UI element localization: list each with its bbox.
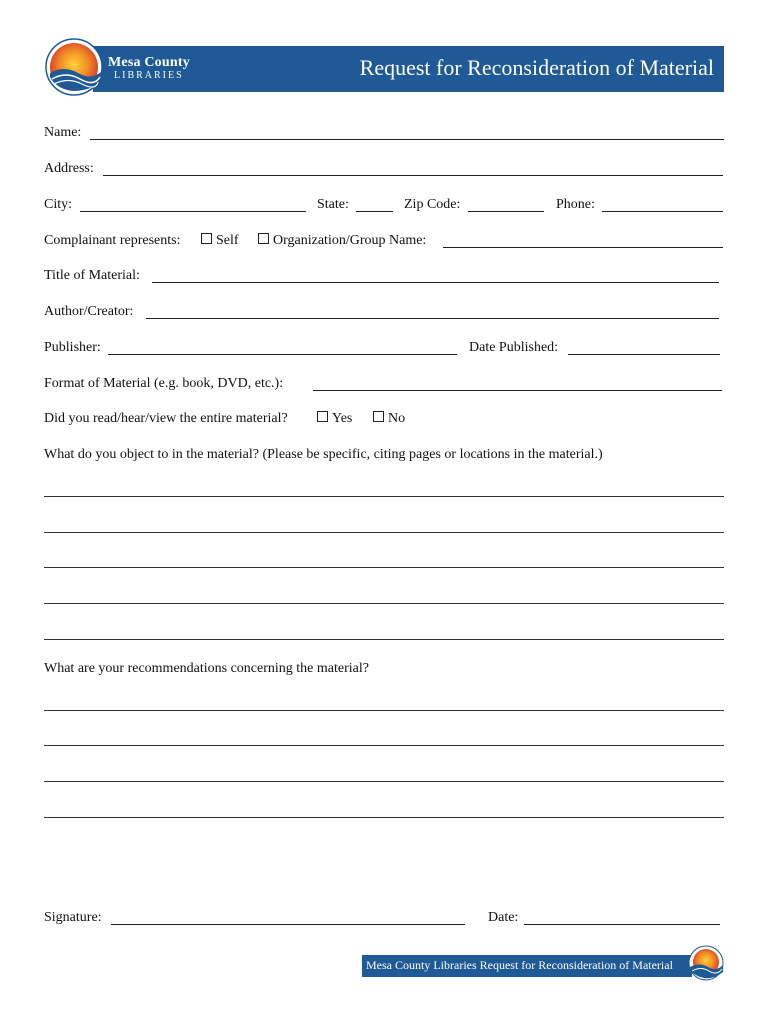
format-label: Format of Material (e.g. book, DVD, etc.): [44, 376, 284, 391]
date-published-label: Date Published: [469, 340, 559, 355]
complainant-label: Complainant represents: [44, 233, 181, 248]
logo-wordmark [108, 55, 190, 81]
title-field[interactable] [152, 282, 719, 283]
checkbox-icon [258, 233, 269, 244]
recommendation-line[interactable] [44, 781, 724, 782]
phone-field[interactable] [602, 211, 723, 212]
checkbox-icon [373, 411, 384, 422]
zip-label: Zip Code: [404, 197, 461, 212]
recommendation-line[interactable] [44, 710, 724, 711]
state-field[interactable] [356, 211, 393, 212]
publisher-field[interactable] [108, 354, 457, 355]
recommendation-line[interactable] [44, 745, 724, 746]
yes-checkbox[interactable] [317, 411, 352, 427]
address-field[interactable] [103, 175, 723, 176]
signature-field[interactable] [111, 924, 465, 925]
recommend-question: What are your recommendations concerning the material? [44, 661, 369, 676]
self-checkbox[interactable] [201, 233, 239, 249]
name-field[interactable] [90, 139, 724, 140]
objection-line[interactable] [44, 532, 724, 533]
author-field[interactable] [146, 318, 719, 319]
logo-name: Mesa County [108, 55, 190, 70]
objection-line[interactable] [44, 639, 724, 640]
objection-line[interactable] [44, 567, 724, 568]
signature-label: Signature: [44, 910, 102, 925]
footer-logo-icon [688, 945, 724, 981]
date-label: Date: [488, 910, 519, 925]
footer-text: Mesa County Libraries Request for Reconsideration of Material [366, 958, 673, 972]
footer-banner [362, 955, 692, 977]
read-question: Did you read/hear/view the entire material? [44, 411, 288, 426]
library-logo-icon [44, 37, 104, 97]
self-option-label: Self [216, 233, 239, 248]
name-label: Name: [44, 125, 82, 140]
checkbox-icon [201, 233, 212, 244]
author-label: Author/Creator: [44, 304, 134, 319]
format-field[interactable] [313, 390, 722, 391]
phone-label: Phone: [556, 197, 595, 212]
date-published-field[interactable] [568, 354, 720, 355]
city-label: City: [44, 197, 73, 212]
title-label: Title of Material: [44, 268, 140, 283]
date-field[interactable] [524, 924, 720, 925]
no-option-label: No [388, 411, 406, 426]
page-title: Request for Reconsideration of Material [359, 55, 714, 80]
objection-line[interactable] [44, 603, 724, 604]
objection-line[interactable] [44, 496, 724, 497]
publisher-label: Publisher: [44, 340, 101, 355]
organization-name-field[interactable] [443, 247, 723, 248]
state-label: State: [317, 197, 349, 212]
checkbox-icon [317, 411, 328, 422]
organization-option-label: Organization/Group Name: [273, 233, 427, 248]
organization-checkbox[interactable] [258, 233, 426, 249]
zip-field[interactable] [468, 211, 544, 212]
yes-option-label: Yes [332, 411, 353, 426]
address-label: Address: [44, 161, 94, 176]
no-checkbox[interactable] [373, 411, 405, 427]
logo-subtitle: LIBRARIES [114, 70, 184, 81]
object-question: What do you object to in the material? (Please be specific, citing pages or locations in the material.) [44, 447, 603, 462]
city-field[interactable] [80, 211, 306, 212]
recommendation-line[interactable] [44, 817, 724, 818]
